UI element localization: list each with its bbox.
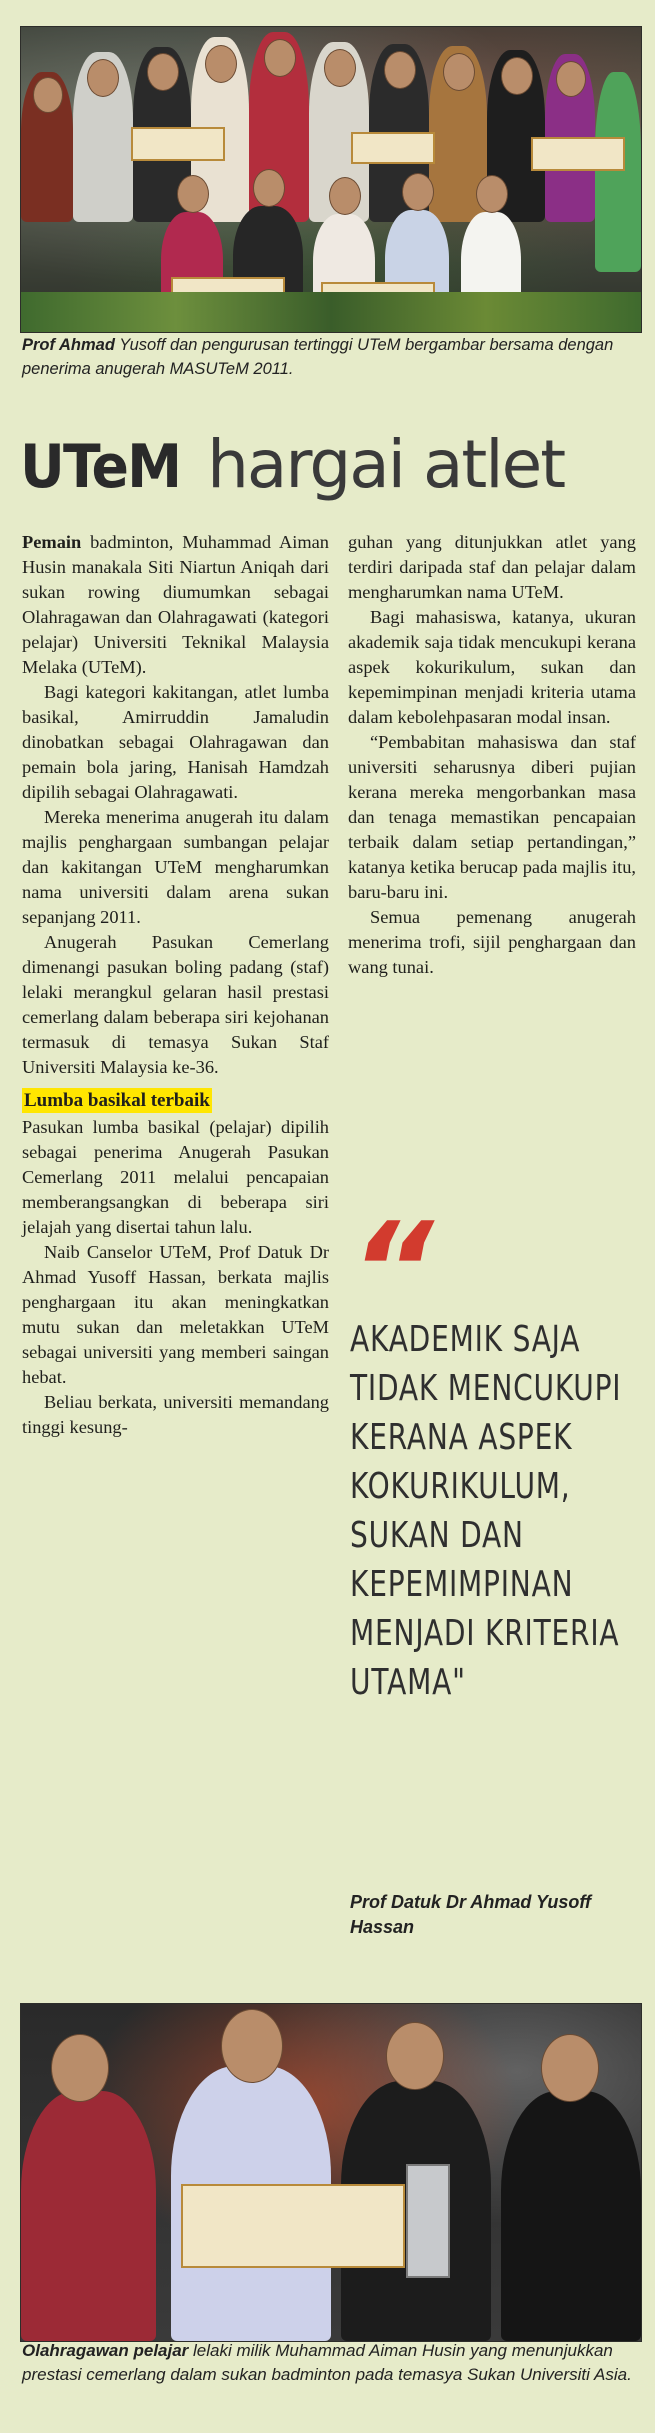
award-certificate [181, 2184, 405, 2268]
paragraph-text: badminton, Muhammad Aiman Husin manakala Siti Niartun Aniqah dari sukan rowing diumumkan sebagai Olahragawan dan Olahragawati (kategori pelajar) Universiti Teknikal Malaysia Melaka (UTeM). [22, 532, 329, 677]
article-column-2 [348, 530, 636, 980]
person-figure [21, 2091, 156, 2341]
article-paragraph: Bagi mahasiswa, katanya, ukuran akademik saja tidak mencukupi kerana aspek kokurikulum, sukan dan kepemimpinan menjadi kriteria utama dalam kebolehpasaran modal insan. [348, 607, 636, 727]
article-paragraph: Beliau berkata, universiti memandang tinggi kesung- [22, 1392, 329, 1437]
award-certificate [531, 137, 625, 171]
person-head [205, 45, 237, 83]
headline [20, 425, 640, 505]
article-paragraph: Naib Canselor UTeM, Prof Datuk Dr Ahmad Yusoff Hassan, berkata majlis penghargaan itu akan meningkatkan mutu sukan dan meletakkan UTeM sebagai universiti yang memberi saingan hebat. [22, 1242, 329, 1387]
article-paragraph: Mereka menerima anugerah itu dalam majlis penghargaan sumbangan pelajar dan kakitangan UTeM mengharumkan nama universiti dalam arena sukan sepanjang 2011. [22, 807, 329, 927]
paragraph-lead: Pemain [22, 532, 82, 552]
person-head [253, 169, 285, 207]
person-head [87, 59, 119, 97]
bottom-photo-caption [22, 2339, 637, 2387]
award-certificate [351, 132, 435, 164]
top-photo-caption [22, 333, 637, 381]
person-head [329, 177, 361, 215]
caption-text: lelaki milik Muhammad Aiman Husin yang menunjukkan prestasi cemerlang dalam sukan badminton pada temasya Sukan Universiti Asia. [22, 2341, 632, 2384]
plant-decoration [21, 292, 641, 332]
mascot-figure [595, 72, 641, 272]
person-head [324, 49, 356, 87]
person-head [476, 175, 508, 213]
article-paragraph [22, 530, 329, 680]
person-head [501, 57, 533, 95]
person-head [541, 2034, 599, 2102]
person-head [264, 39, 296, 77]
person-head [147, 53, 179, 91]
caption-lead: Prof Ahmad [22, 336, 115, 354]
person-head [402, 173, 434, 211]
person-head [556, 61, 586, 97]
bottom-photo [20, 2003, 642, 2342]
article-paragraph: guhan yang ditunjukkan atlet yang terdiri daripada staf dan pelajar dalam mengharumkan nama UTeM. [348, 532, 636, 602]
article-paragraph: “Pembabitan mahasiswa dan staf universiti seharusnya diberi pujian kerana mereka mengorbankan masa dan tenaga memastikan pencapaian terbaik dalam setiap pertandingan,” katanya ketika berucap pada majlis itu, baru-baru ini. [348, 732, 636, 902]
caption-text: Yusoff dan pengurusan tertinggi UTeM bergambar bersama dengan penerima anugerah MASUTeM 2011. [22, 336, 614, 378]
person-head [386, 2022, 444, 2090]
pull-quote: AKADEMIK SAJA TIDAK MENCUKUPI KERANA ASPEK KOKURIKULUM, SUKAN DAN KEPEMIMPINAN MENJADI KRITERIA UTAMA" [350, 1319, 622, 1703]
article-paragraph: Semua pemenang anugerah menerima trofi, sijil penghargaan dan wang tunai. [348, 907, 636, 977]
trophy [406, 2164, 450, 2278]
article-paragraph: Pasukan lumba basikal (pelajar) dipilih sebagai penerima Anugerah Pasukan Cemerlang 2011 melalui pencapaian memberangsangkan di beberapa siri jelajah yang disertai tahun lalu. [22, 1117, 329, 1237]
pull-quote-byline: Prof Datuk Dr Ahmad Yusoff Hassan [350, 1892, 592, 1937]
headline-brand: UTeM [20, 432, 181, 502]
pull-quote-mark: “ [350, 1194, 424, 1346]
article-paragraph: Anugerah Pasukan Cemerlang dimenangi pasukan boling padang (staf) lelaki merangkul gelaran hasil prestasi cemerlang dalam beberapa siri kejohanan termasuk di temasya Sukan Staf Universiti Malaysia ke-36. [22, 932, 329, 1077]
person-figure [501, 2091, 641, 2341]
person-head [384, 51, 416, 89]
article-column-1 [22, 530, 329, 1440]
headline-text: hargai atlet [188, 426, 565, 503]
person-head [221, 2009, 283, 2083]
award-certificate [131, 127, 225, 161]
person-head [443, 53, 475, 91]
person-head [33, 77, 63, 113]
top-photo [20, 26, 642, 333]
article-paragraph: Bagi kategori kakitangan, atlet lumba basikal, Amirruddin Jamaludin dinobatkan sebagai Olahragawan dan pemain bola jaring, Hanisah Hamdzah dipilih sebagai Olahragawati. [22, 682, 329, 802]
person-head [177, 175, 209, 213]
person-head [51, 2034, 109, 2102]
caption-lead: Olahragawan pelajar [22, 2341, 189, 2360]
subheading: Lumba basikal terbaik [24, 1090, 210, 1111]
